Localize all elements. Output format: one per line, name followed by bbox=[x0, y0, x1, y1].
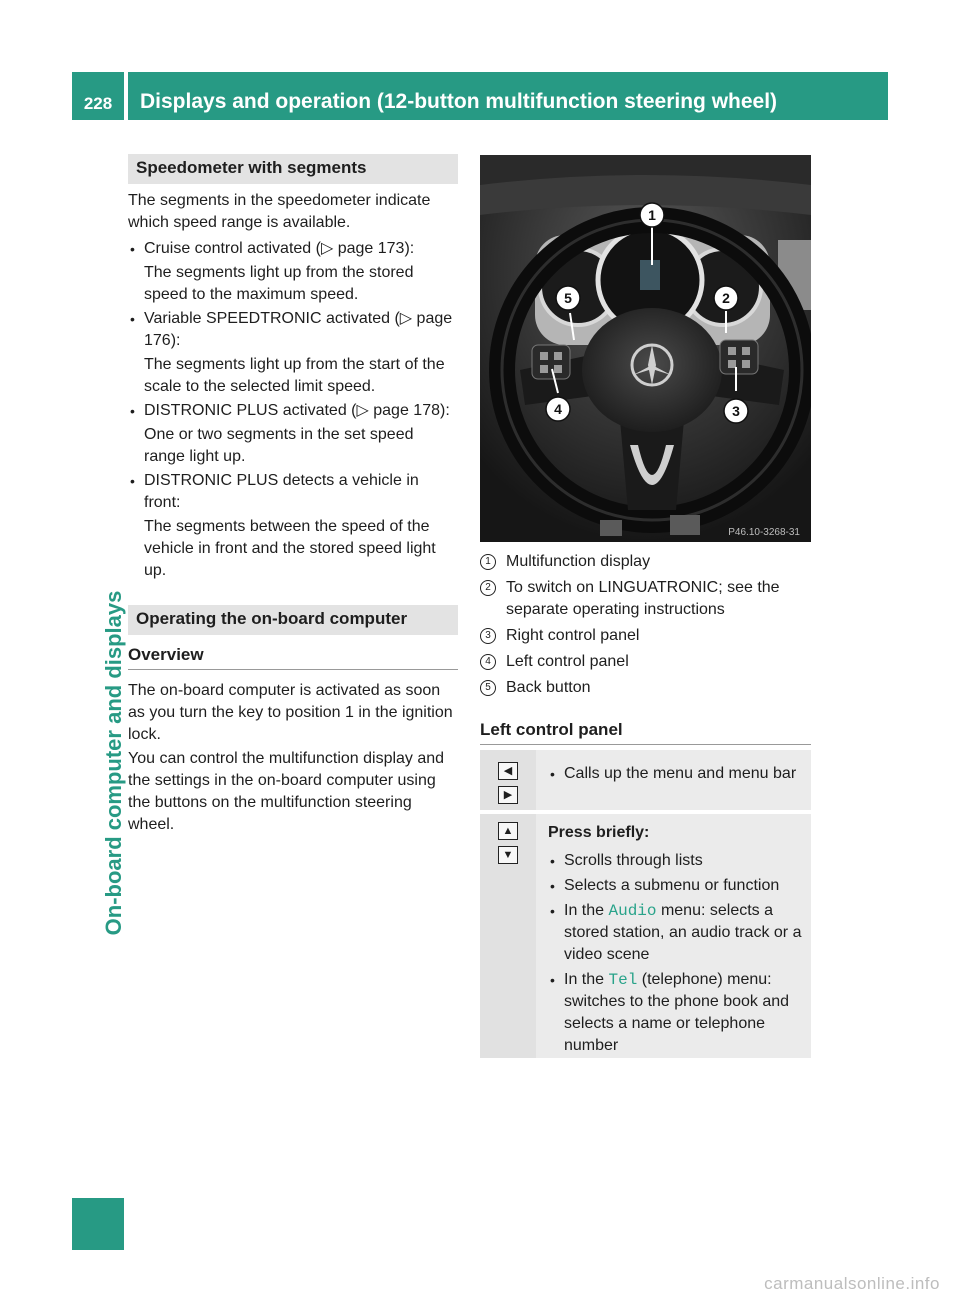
callout-2-label: 2 bbox=[722, 290, 730, 306]
list-item bbox=[128, 470, 458, 582]
steering-wheel-illustration bbox=[480, 155, 811, 542]
list-item: • Scrolls through lists bbox=[548, 850, 805, 872]
item-text: menu: selects a stored station, an audio track or a video scene bbox=[564, 902, 802, 963]
audio-menu-name: Audio bbox=[608, 902, 657, 920]
callout-1-label: 1 bbox=[648, 207, 656, 223]
item-text: In the bbox=[564, 902, 609, 919]
legend-number: 2 bbox=[480, 580, 496, 596]
watermark: carmanualsonline.info bbox=[764, 1274, 940, 1293]
side-tab-label: On-board computer and displays bbox=[101, 590, 126, 936]
item-lead: • DISTRONIC PLUS detects a vehicle in front: bbox=[144, 472, 419, 511]
left-arrow-key-icon: ◀ bbox=[498, 762, 518, 780]
key-cell bbox=[480, 750, 536, 810]
list-item bbox=[128, 238, 458, 306]
callout-4-label: 4 bbox=[554, 401, 562, 417]
list-item bbox=[128, 308, 458, 398]
subsection-heading: Overview bbox=[128, 645, 458, 670]
page-title: Displays and operation (12-button multifunction steering wheel) bbox=[140, 90, 778, 113]
left-control-panel-heading: Left control panel bbox=[480, 720, 811, 745]
legend-text: Left control panel bbox=[506, 653, 629, 670]
legend-number: 1 bbox=[480, 554, 496, 570]
item-detail: The segments light up from the stored speed to the maximum speed. bbox=[144, 264, 414, 303]
list-item: • Calls up the menu and menu bar bbox=[548, 763, 805, 785]
legend-number: 3 bbox=[480, 628, 496, 644]
callout-1 bbox=[640, 203, 664, 227]
list-item: • Selects a submenu or function bbox=[548, 875, 805, 897]
callout-3-label: 3 bbox=[732, 403, 740, 419]
overview-para-2: You can control the multifunction display and the settings in the on-board computer using the buttons on the multifunction steering wheel. bbox=[128, 750, 445, 833]
legend-item bbox=[480, 551, 811, 573]
table-row bbox=[480, 814, 811, 1058]
item-detail: The segments light up from the start of the scale to the selected limit speed. bbox=[144, 356, 445, 395]
description-cell bbox=[548, 763, 805, 785]
item-lead: • DISTRONIC PLUS activated (▷ page 178): bbox=[144, 402, 450, 419]
down-arrow-key-icon: ▼ bbox=[498, 846, 518, 864]
item-lead: • Variable SPEEDTRONIC activated (▷ page 176): bbox=[144, 310, 453, 349]
up-arrow-key-icon: ▲ bbox=[498, 822, 518, 840]
legend-item bbox=[480, 651, 811, 673]
header-bar bbox=[128, 72, 888, 120]
item-detail: The segments between the speed of the vehicle in front and the stored speed light up. bbox=[144, 518, 436, 579]
callout-2 bbox=[714, 286, 738, 310]
legend-number: 5 bbox=[480, 680, 496, 696]
press-briefly-label: Press briefly: bbox=[548, 824, 650, 841]
key-cell bbox=[480, 814, 536, 1058]
side-tab bbox=[84, 550, 126, 970]
callout-5 bbox=[556, 286, 580, 310]
side-marker bbox=[72, 1198, 124, 1250]
item-text: (telephone) menu: switches to the phone book and selects a name or telephone number bbox=[564, 971, 790, 1054]
page-number-badge bbox=[72, 72, 124, 120]
legend-item bbox=[480, 577, 811, 621]
legend-text: Right control panel bbox=[506, 627, 640, 644]
tel-menu-name: Tel bbox=[608, 971, 638, 989]
list-item bbox=[548, 969, 805, 1057]
speedometer-section bbox=[128, 154, 458, 582]
page-number: 228 bbox=[83, 94, 113, 113]
item-lead: • Cruise control activated (▷ page 173): bbox=[144, 240, 415, 257]
list-item bbox=[548, 900, 805, 966]
item-detail: One or two segments in the set speed range light up. bbox=[144, 426, 414, 465]
legend-item bbox=[480, 625, 811, 647]
figure-code: P46.10-3268-31 bbox=[728, 527, 800, 538]
steering-wheel-figure bbox=[480, 155, 811, 542]
legend-text: To switch on LINGUATRONIC; see the separate operating instructions bbox=[506, 579, 780, 618]
overview-para-1: The on-board computer is activated as soon as you turn the key to position 1 in the ignition lock. bbox=[128, 682, 453, 743]
intro-text: The segments in the speedometer indicate which speed range is available. bbox=[128, 192, 431, 231]
right-arrow-key-icon: ▶ bbox=[498, 786, 518, 804]
table-row bbox=[480, 750, 811, 810]
list-item bbox=[128, 400, 458, 468]
section-heading: Operating the on-board computer bbox=[128, 605, 458, 635]
callout-4 bbox=[546, 397, 570, 421]
callout-3 bbox=[724, 399, 748, 423]
item-text: In the bbox=[564, 971, 609, 988]
speed-list bbox=[128, 238, 458, 582]
legend-item bbox=[480, 677, 811, 699]
legend-text: Multifunction display bbox=[506, 553, 651, 570]
figure-legend bbox=[480, 551, 811, 699]
legend-number: 4 bbox=[480, 654, 496, 670]
section-heading: Speedometer with segments bbox=[128, 154, 458, 184]
callout-5-label: 5 bbox=[564, 290, 572, 306]
onboard-section bbox=[128, 605, 458, 836]
legend-text: Back button bbox=[506, 679, 591, 696]
description-cell bbox=[548, 822, 805, 1057]
